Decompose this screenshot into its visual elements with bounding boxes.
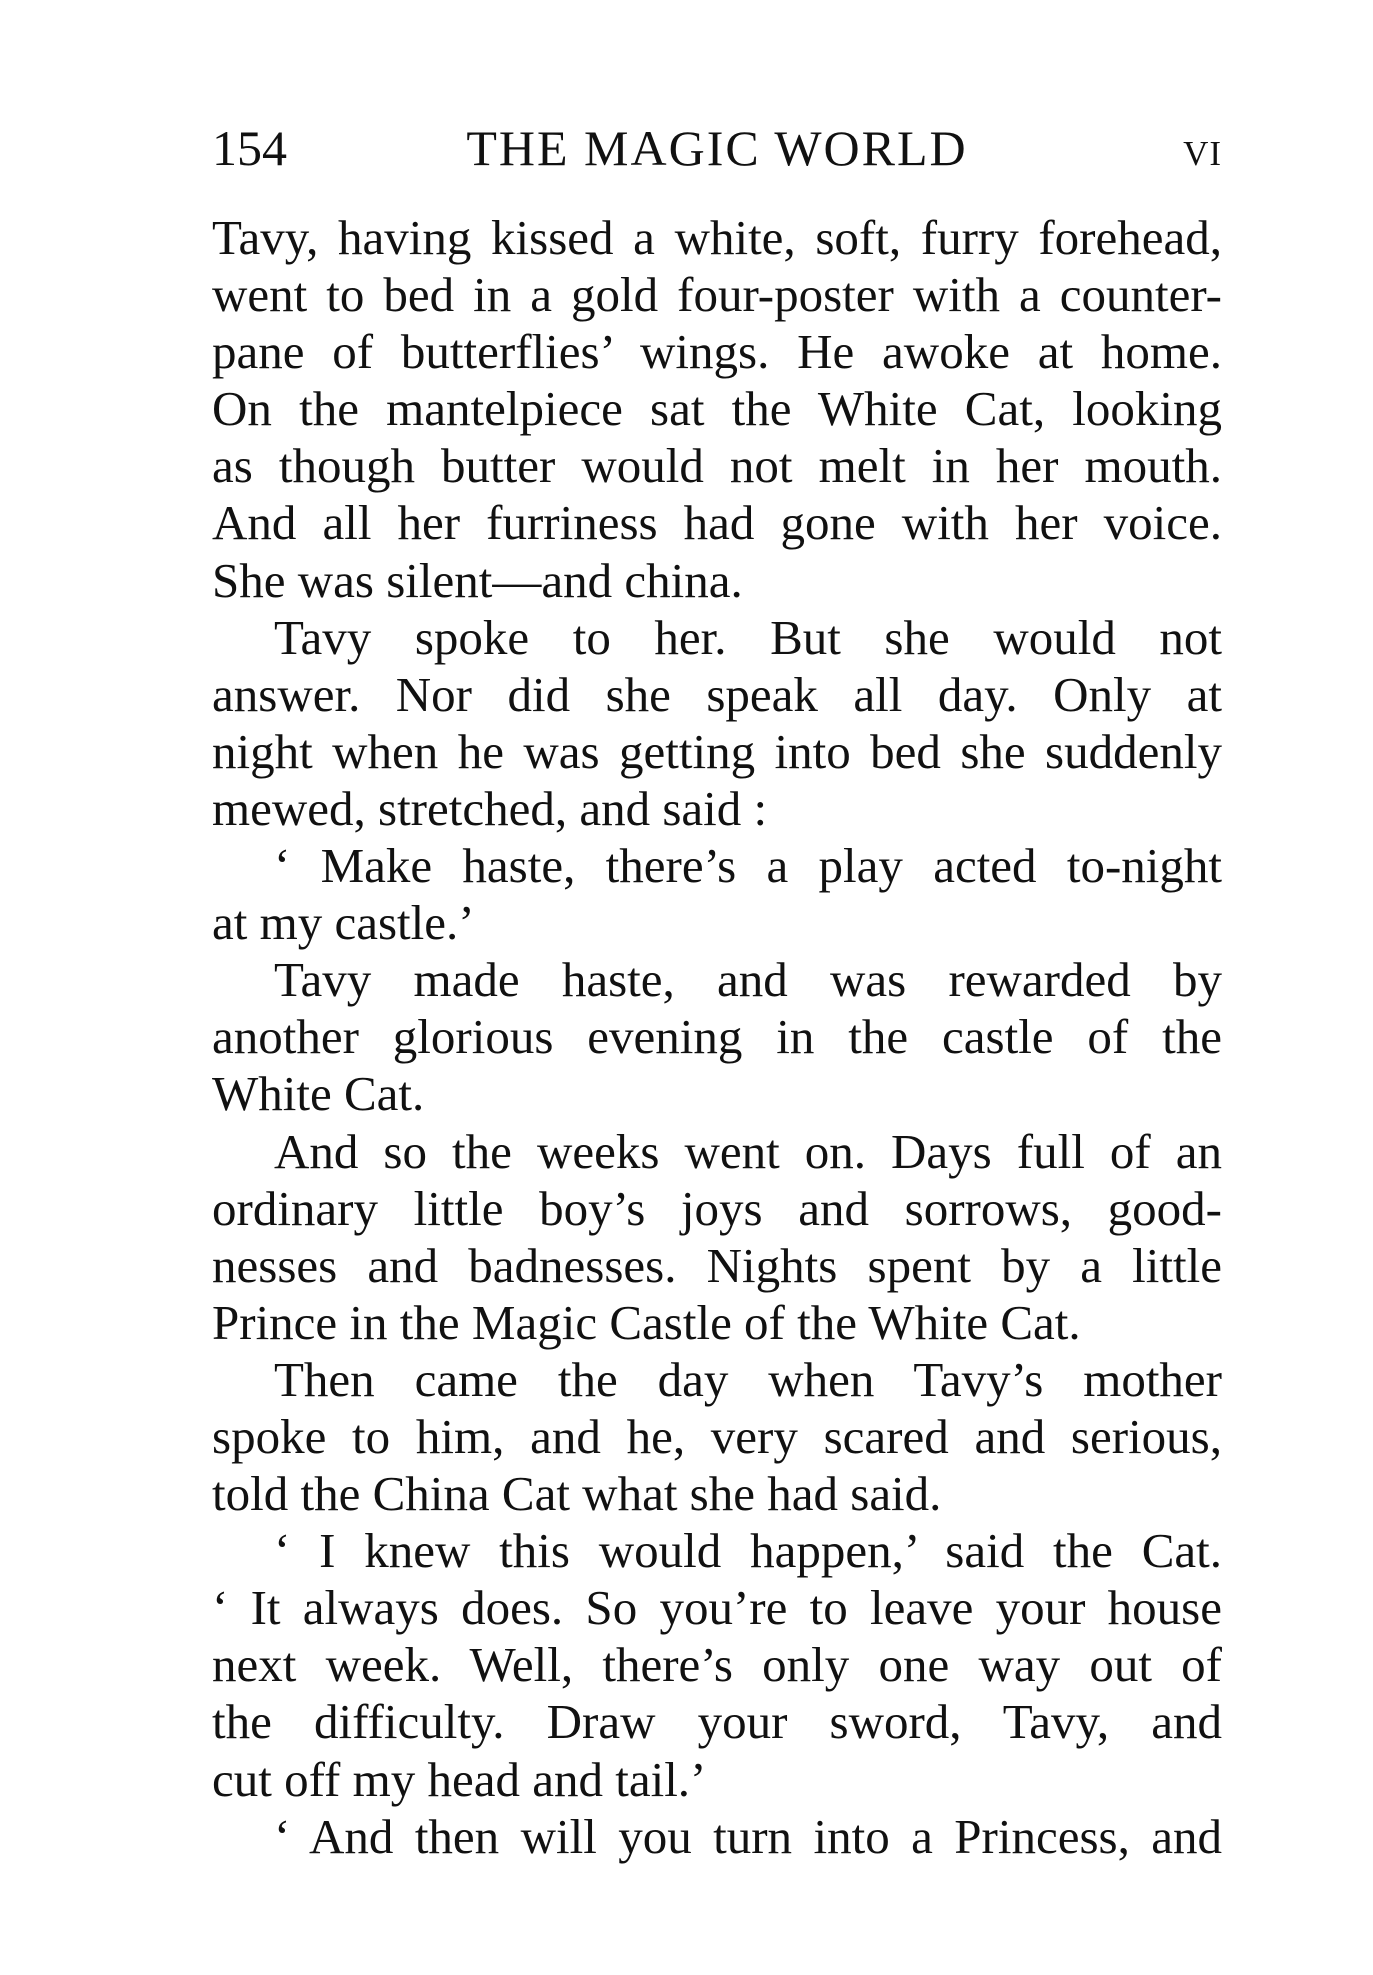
text-line: ‘ I knew this would happen,’ said the Cat. xyxy=(274,1523,1222,1579)
text-line: answer. Nor did she speak all day. Only at xyxy=(212,666,1222,722)
text-line: Prince in the Magic Castle of the White Cat. xyxy=(212,1294,1081,1350)
text-line: ordinary little boy’s joys and sorrows, good- xyxy=(212,1180,1222,1236)
text-line: ‘ It always does. So you’re to leave your house xyxy=(212,1580,1222,1636)
text-line: White Cat. xyxy=(212,1066,425,1122)
text-line: Tavy spoke to her. But she would not xyxy=(274,609,1222,665)
running-head xyxy=(212,118,1222,178)
text-line: She was silent—and china. xyxy=(212,552,743,608)
chapter-number: vi xyxy=(1183,120,1222,176)
text-line: Tavy made haste, and was rewarded by xyxy=(274,952,1222,1008)
text-line: as though butter would not melt in her mouth. xyxy=(212,438,1222,494)
text-line: at my castle.’ xyxy=(212,895,475,951)
text-line: Tavy, having kissed a white, soft, furry forehead, xyxy=(212,210,1222,265)
text-line: On the mantelpiece sat the White Cat, looking xyxy=(212,381,1222,437)
text-line: And all her furriness had gone with her voice. xyxy=(212,495,1222,551)
text-line: nesses and badnesses. Nights spent by a little xyxy=(212,1237,1222,1293)
text-line: cut off my head and tail.’ xyxy=(212,1751,707,1807)
text-line: pane of butterflies’ wings. He awoke at home. xyxy=(212,324,1222,380)
text-line: spoke to him, and he, very scared and serious, xyxy=(212,1408,1222,1464)
text-line: told the China Cat what she had said. xyxy=(212,1466,942,1522)
text-line: ‘ Make haste, there’s a play acted to-night xyxy=(274,838,1222,894)
page-number: 154 xyxy=(212,120,287,176)
text-line: next week. Well, there’s only one way out of xyxy=(212,1637,1222,1693)
body-text xyxy=(212,209,1222,1865)
text-line: the difficulty. Draw your sword, Tavy, and xyxy=(212,1694,1222,1750)
text-line: went to bed in a gold four-poster with a counter- xyxy=(212,267,1222,323)
text-line: mewed, stretched, and said : xyxy=(212,780,768,836)
text-line: night when he was getting into bed she suddenly xyxy=(212,723,1222,779)
text-line: And so the weeks went on. Days full of an xyxy=(274,1123,1222,1179)
book-title: THE MAGIC WORLD xyxy=(466,120,968,176)
text-line: another glorious evening in the castle of the xyxy=(212,1009,1222,1065)
text-line: Then came the day when Tavy’s mother xyxy=(274,1351,1222,1407)
text-line: ‘ And then will you turn into a Princess, and xyxy=(274,1808,1222,1864)
